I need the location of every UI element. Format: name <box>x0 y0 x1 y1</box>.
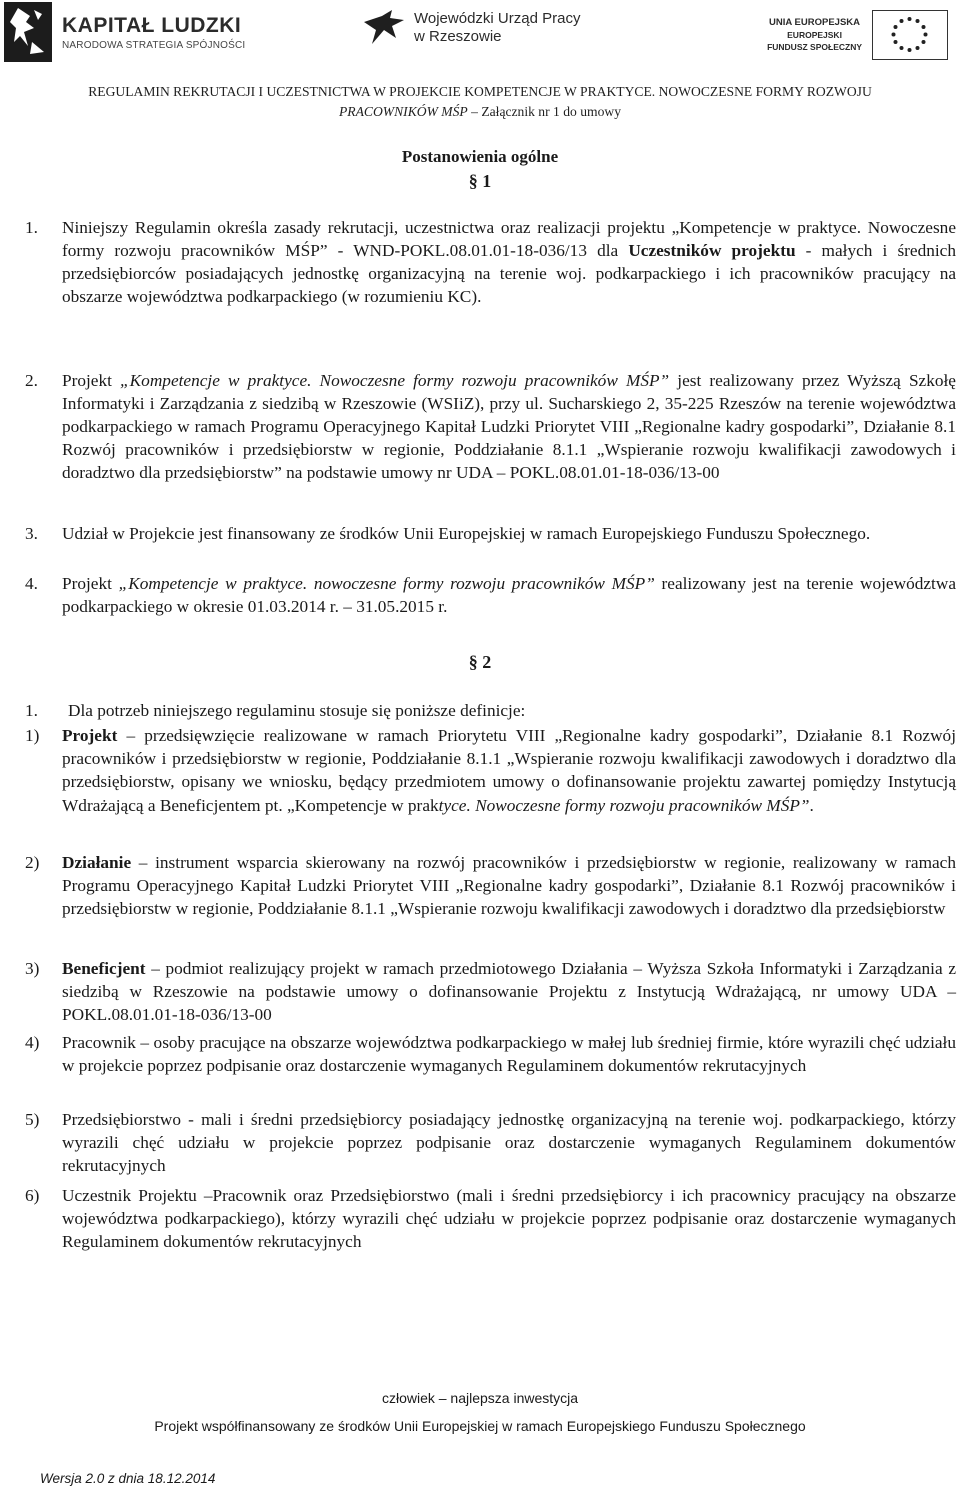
item-number: 1. <box>25 218 38 237</box>
item-text: Niniejszy Regulamin określa zasady rekrutacji, uczestnictwa oraz realizacji projektu „Kompetencje w praktyce. Nowoczesne formy rozwoju pracowników MŚP” - WND-POKL.08.01.01-18-036/13 dla <box>62 218 956 260</box>
section-1-item-2 <box>25 370 956 485</box>
footer-slogan: człowiek – najlepsza inwestycja <box>381 1390 579 1406</box>
wup-bird-icon <box>362 8 406 48</box>
header-attachment-note: – Załącznik nr 1 do umowy <box>467 104 622 119</box>
wup-name-line1: Wojewódzki Urząd Pracy <box>414 10 581 27</box>
kapital-ludzki-emblem-icon <box>4 2 52 62</box>
item-number: 2) <box>25 853 40 872</box>
header-italic-part: PRACOWNIKÓW MŚP <box>338 104 468 119</box>
kapital-ludzki-title: KAPITAŁ LUDZKI <box>62 13 242 37</box>
item-text: - małych i średnich przedsiębiorców posiadających jednostkę organizacyjną na terenie woj. podkarpackiego i ich pracowników pracujący na obszarze województwa podkarpackiego (w rozumieniu KC). <box>62 240 956 306</box>
definition-6 <box>25 1184 956 1254</box>
definition-text: Pracownik – osoby pracujące na obszarze województwa podkarpackiego w małej lub średniej firmie, które wyrazili chęć udziału w projekcie poprzez podpisanie oraz dostarczenie wymaganych Regulaminem dokumentów rekrutacyjnych <box>62 1033 956 1076</box>
item-text: Dla potrzeb niniejszego regulaminu stosuje się poniższe definicje: <box>68 701 526 720</box>
item-italic-text: „Kompetencje w praktyce. nowoczesne formy rozwoju pracowników MŚP” <box>118 574 655 593</box>
item-number: 4) <box>25 1033 40 1052</box>
item-text: Udział w Projekcie jest finansowany ze środków Unii Europejskiej w ramach Europejskiego Funduszu Społecznego. <box>62 524 871 543</box>
definition-text: Przedsiębiorstwo - mali i średni przedsiębiorcy posiadający jednostkę organizacyjną na terenie woj. podkarpackiego, którzy wyrazili chęć udziału w projekcie poprzez podpisanie oraz dostarczenie wymaganych Regulaminem dokumentów rekrutacyjnych <box>62 1110 956 1176</box>
ue-fund-line1: EUROPEJSKI <box>787 30 842 40</box>
definition-2 <box>25 851 956 921</box>
section-1-item-3 <box>25 523 956 546</box>
definition-tail: . <box>809 795 814 815</box>
item-text: Projekt <box>62 371 121 390</box>
definition-3 <box>25 957 956 1027</box>
definition-text: – instrument wsparcia skierowany na rozwój pracowników i przedsiębiorstw w regionie, realizowany w ramach Programu Operacyjnego Kapitał Ludzki Priorytet VIII „Regionalne kadry gospodarki”, Działanie 8.1 Rozwój pracowników i przedsiębiorstw w regionie, Poddziałanie 8.1.1 „Wspieranie rozwoju kwalifikacji zawodowych i doradztwo dla przedsiębiorstw <box>62 853 956 919</box>
ue-title: UNIA EUROPEJSKA <box>769 17 861 28</box>
definition-italic-text: tyce. Nowoczesne formy rozwoju pracowników MŚP” <box>438 795 810 815</box>
definition-1 <box>25 724 956 817</box>
eu-flag-icon <box>872 10 948 60</box>
item-text: jest realizowany przez Wyższą Szkołę Informatyki i Zarządzania z siedzibą w Rzeszowie (WSIiZ), przy ul. Sucharskiego 2, 35-225 Rzeszów na terenie województwa podkarpackiego w ramach Programu Operacyjnego Kapitał Ludzki Priorytet VIII „Regionalne kadry gospodarki”, Działanie 8.1 Rozwój pracowników i przedsiębiorstw w regionie, Poddziałanie 8.1.1 „Wspieranie rozwoju kwalifikacji zawodowych i doradztwo dla przedsiębiorstw” na podstawie umowy nr UDA – POKL.08.01.01-18-036/13-00 <box>62 371 956 482</box>
item-number: 6) <box>25 1186 40 1205</box>
section-1-item-4 <box>25 573 956 619</box>
definition-text: Uczestnik Projektu –Pracownik oraz Przedsiębiorstwo (mali i średni przedsiębiorcy i ich pracownicy pracujący na obszarze województwa podkarpackiego), którzy wyrazili chęć udziału w projekcie poprzez podpisanie oraz dostarczenie wymaganych Regulaminem dokumentów rekrutacyjnych <box>62 1186 956 1252</box>
item-italic-text: „Kompetencje w praktyce. Nowoczesne formy rozwoju pracowników MŚP” <box>120 371 670 390</box>
wup-logo <box>362 8 580 48</box>
kapital-ludzki-logo <box>4 2 245 62</box>
ue-fund-line2: FUNDUSZ SPOŁECZNY <box>767 42 862 52</box>
section-1-number: § 1 <box>468 171 492 191</box>
definition-text: – przedsięwzięcie realizowane w ramach Priorytetu VIII „Regionalne kadry gospodarki”, Działanie 8.1 Rozwój pracowników i przedsiębiorstw w regionie, Poddziałanie 8.1.1 „Wspieranie rozwoju kwalifikacji zawodowych i doradztwo dla przedsiębiorstw, opisany we wniosku, będący przedmiotem umowy o dofinansowanie projektu zawartej pomiędzy Instytucją Wdrażającą a Beneficjentem pt. „Kompetencje w prak <box>62 726 956 815</box>
footer-cofinancing-note: Projekt współfinansowany ze środków Unii Europejskiej w ramach Europejskiego Funduszu Społecznego <box>154 1418 806 1434</box>
wup-name-line2: w Rzeszowie <box>414 28 502 45</box>
kapital-ludzki-subtitle: NARODOWA STRATEGIA SPÓJNOŚCI <box>62 39 246 51</box>
item-text: realizowany jest na terenie województwa podkarpackiego w okresie 01.03.2014 r. – 31.05.2015 r. <box>62 574 956 616</box>
definition-term: Działanie <box>62 853 132 872</box>
item-number: 4. <box>25 574 38 593</box>
definition-5 <box>25 1108 956 1178</box>
document-version: Wersja 2.0 z dnia 18.12.2014 <box>40 1471 216 1486</box>
item-number: 2. <box>25 371 38 390</box>
section-2-intro <box>25 700 956 723</box>
section-2-number: § 2 <box>468 652 492 672</box>
item-bold-text: Uczestników projektu <box>628 240 796 260</box>
definition-term: Projekt <box>62 726 118 745</box>
item-number: 3. <box>25 524 38 543</box>
section-1-item-1 <box>25 217 956 309</box>
regulation-header-line1: REGULAMIN REKRUTACJI I UCZESTNICTWA W PROJEKCIE KOMPETENCJE W PRAKTYCE. NOWOCZESNE FORMY ROZWOJU <box>88 84 872 99</box>
item-number: 1. <box>25 701 38 720</box>
definition-4 <box>25 1031 956 1077</box>
item-number: 5) <box>25 1110 40 1129</box>
item-number: 1) <box>25 726 40 745</box>
section-1-title: Postanowienia ogólne <box>401 147 559 166</box>
definition-text: – podmiot realizujący projekt w ramach przedmiotowego Działania – Wyższa Szkoła Informatyki i Zarządzania z siedzibą w Rzeszowie na podstawie umowy o dofinansowanie Projektu z Instytucją Wdrażającą, nr umowy UDA – POKL.08.01.01-18-036/13-00 <box>62 959 956 1025</box>
ue-logo <box>767 10 948 60</box>
definition-term: Beneficjent <box>62 959 146 978</box>
item-text: Projekt <box>62 574 119 593</box>
regulation-header-line2 <box>0 104 960 120</box>
item-number: 3) <box>25 959 40 978</box>
